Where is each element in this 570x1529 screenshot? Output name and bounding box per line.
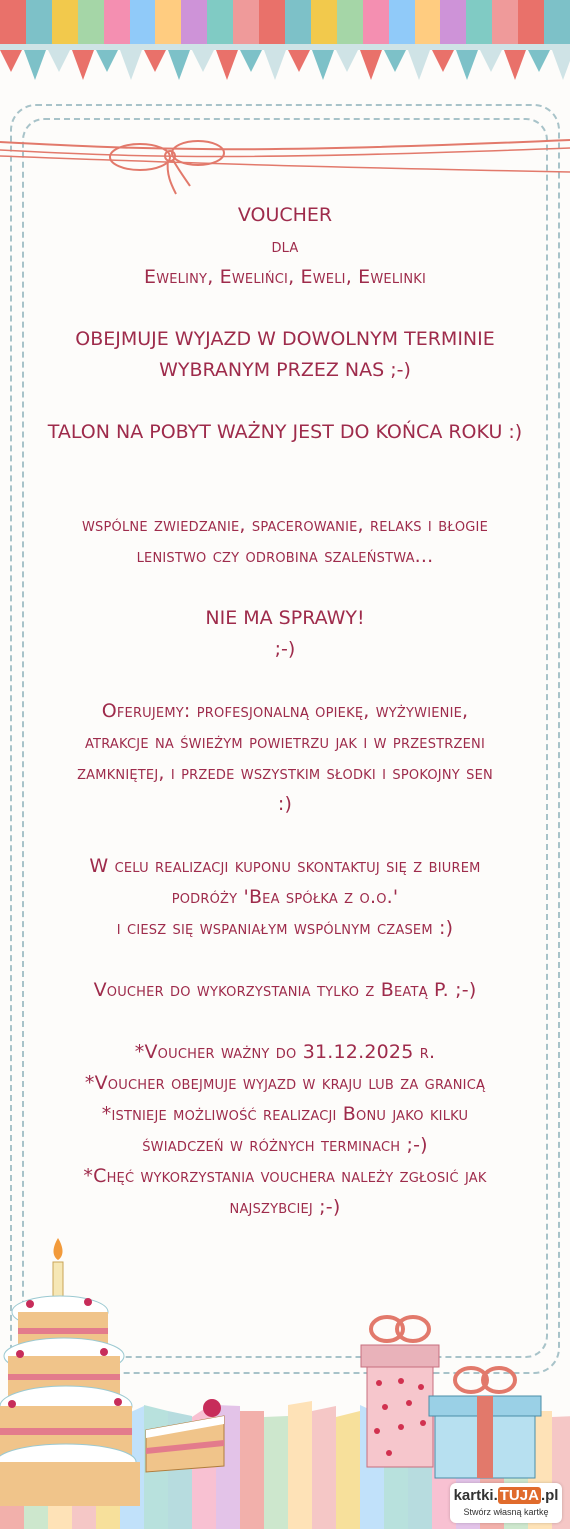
cake-slice-icon <box>140 1396 230 1476</box>
bunting-flag <box>336 50 358 72</box>
bunting-flag <box>432 50 454 72</box>
bunting-flag <box>504 50 526 80</box>
stripe <box>544 0 570 44</box>
stripe <box>78 0 104 44</box>
stripe <box>207 0 233 44</box>
bottom-stripe <box>264 1416 288 1529</box>
birthday-cake-icon <box>0 1232 150 1529</box>
ribbon-bow-icon <box>0 120 570 200</box>
stripe <box>285 0 311 44</box>
voucher-line: atrakcje na świeżym powietrzu jak i w przestrzeni <box>84 731 486 753</box>
spacer <box>30 665 540 696</box>
bunting-flag <box>288 50 310 72</box>
bunting-flag <box>312 50 334 80</box>
voucher-line: i ciesz się wspaniałym wspólnym czasem :) <box>116 917 454 939</box>
voucher-line: Eweliny, Ewelińci, Eweli, Ewelinki <box>143 266 427 288</box>
brand-badge[interactable] <box>450 1483 562 1523</box>
brand-name-prefix: kartki. <box>453 1487 498 1504</box>
bunting-flag <box>168 50 190 80</box>
voucher-line: Voucher do wykorzystania tylko z Beatą P. ;-) <box>93 979 477 1001</box>
stripe <box>466 0 492 44</box>
stripe <box>363 0 389 44</box>
voucher-line: podróży 'Bea spółka z o.o.' <box>171 886 399 908</box>
voucher-line: NIE MA SPRAWY! <box>205 607 365 629</box>
stripe <box>259 0 285 44</box>
voucher-text <box>30 200 540 1223</box>
voucher-line: najszybciej ;-) <box>229 1196 341 1218</box>
voucher-line: lenistwo czy odrobina szaleństwa... <box>136 545 434 567</box>
bunting-flag <box>528 50 550 72</box>
spacer <box>30 572 540 603</box>
voucher-line: W celu realizacji kuponu skontaktuj się z biurem <box>89 855 481 877</box>
stripe <box>440 0 466 44</box>
stripe <box>492 0 518 44</box>
bunting-flag <box>456 50 478 80</box>
gift-box-small-icon <box>425 1360 545 1480</box>
stripe <box>415 0 441 44</box>
bunting-flag <box>48 50 70 72</box>
brand-tagline: Stwórz własną kartkę <box>463 1507 549 1517</box>
top-stripes <box>0 0 570 44</box>
bunting-flag <box>360 50 382 80</box>
voucher-line: *Voucher ważny do 31.12.2025 r. <box>134 1041 436 1063</box>
voucher-line: Oferujemy: profesjonalną opiekę, wyżywienie, <box>101 700 469 722</box>
spacer <box>30 944 540 975</box>
stripe <box>518 0 544 44</box>
bunting-flag <box>216 50 238 80</box>
stripe <box>389 0 415 44</box>
brand-logo <box>450 1486 562 1506</box>
stripe <box>155 0 181 44</box>
voucher-line: zamkniętej, i przede wszystkim słodki i spokojny sen <box>77 762 493 784</box>
bottom-stripe <box>240 1411 264 1529</box>
bunting-flag <box>240 50 262 72</box>
voucher-line: *istnieje możliwość realizacji Bonu jako kilku <box>101 1103 469 1125</box>
voucher-line: świadczeń w różnych terminach ;-) <box>142 1134 428 1156</box>
spacer <box>30 820 540 851</box>
stripe <box>311 0 337 44</box>
spacer <box>30 293 540 324</box>
bunting-garland <box>0 44 570 86</box>
stripe <box>26 0 52 44</box>
bunting-flag <box>192 50 214 72</box>
bunting-flag <box>264 50 286 80</box>
bunting-flag <box>0 50 22 72</box>
bunting-flag <box>384 50 406 72</box>
stripe <box>104 0 130 44</box>
stripe <box>130 0 156 44</box>
voucher-line: *Voucher obejmuje wyjazd w kraju lub za granicą <box>84 1072 486 1094</box>
stripe <box>337 0 363 44</box>
voucher-line: dla <box>271 235 299 257</box>
bunting-flag <box>96 50 118 72</box>
voucher-line: VOUCHER <box>237 204 333 226</box>
voucher-line: ;-) <box>274 638 296 660</box>
bunting-flag <box>72 50 94 80</box>
stripe <box>181 0 207 44</box>
bunting-flag <box>480 50 502 72</box>
voucher-line: :) <box>277 793 293 815</box>
bunting-flag <box>552 50 570 80</box>
voucher-line: TALON NA POBYT WAŻNY JEST DO KOŃCA ROKU :) <box>47 421 523 443</box>
brand-name-mid: TUJA <box>499 1487 539 1504</box>
spacer <box>30 386 540 417</box>
bunting-flag <box>144 50 166 72</box>
spacer <box>30 1006 540 1037</box>
voucher-line: *Chęć wykorzystania vouchera należy zgłosić jak <box>83 1165 487 1187</box>
spacer <box>30 448 540 510</box>
stripe <box>0 0 26 44</box>
bunting-flag <box>120 50 142 80</box>
voucher-line: wspólne zwiedzanie, spacerowanie, relaks i błogie <box>82 514 488 536</box>
bunting-flag <box>408 50 430 80</box>
stripe <box>52 0 78 44</box>
stripe <box>233 0 259 44</box>
bottom-stripe <box>312 1406 336 1529</box>
voucher-line: WYBRANYM PRZEZ NAS ;-) <box>159 359 411 381</box>
bunting-flag <box>24 50 46 80</box>
bottom-stripe <box>288 1401 312 1529</box>
voucher-line: OBEJMUJE WYJAZD W DOWOLNYM TERMINIE <box>75 328 495 350</box>
brand-name-suffix: .pl <box>540 1487 559 1504</box>
